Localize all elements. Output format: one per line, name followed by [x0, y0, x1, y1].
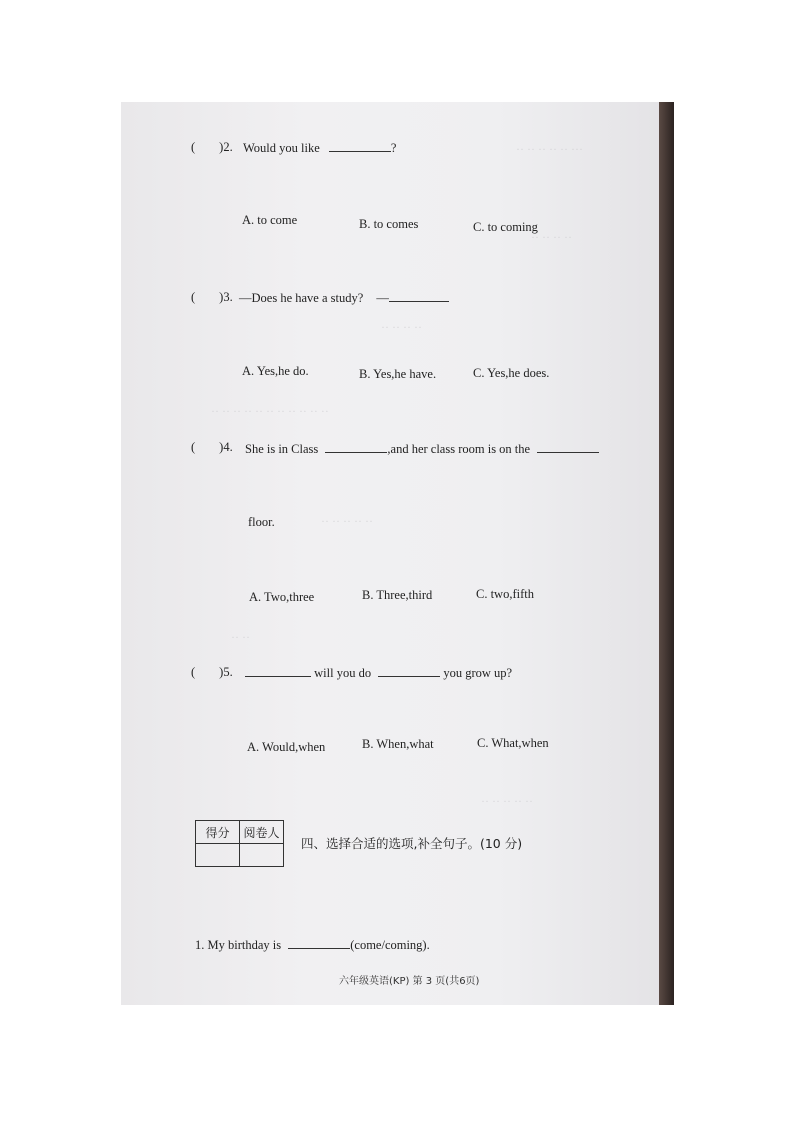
question-continuation: floor.	[248, 515, 275, 529]
bleed-through-text: ·· ·· ·· ·· ··	[321, 514, 373, 528]
answer-blank[interactable]	[537, 440, 599, 453]
option-b[interactable]: B. Three,third	[362, 588, 433, 602]
page-edge-shadow	[659, 102, 674, 1005]
answer-paren[interactable]: ( )4.	[191, 440, 233, 454]
section-4-title: 四、选择合适的选项,补全句子。(10 分)	[301, 836, 523, 851]
bleed-through-text: ·· ·· ·· ·· ··	[481, 794, 533, 808]
reply-dash: —	[376, 291, 389, 305]
answer-paren[interactable]: ( )2.	[191, 140, 233, 154]
option-c[interactable]: C. two,fifth	[476, 587, 534, 601]
score-cell[interactable]	[196, 844, 240, 867]
question-text-middle: will you do	[314, 666, 372, 680]
page-footer: 六年级英语(KP) 第 3 页(共6页)	[339, 976, 480, 987]
question-end: (come/coming).	[350, 938, 430, 952]
option-a[interactable]: A. Two,three	[249, 590, 315, 604]
answer-blank[interactable]	[325, 440, 387, 453]
section-4-item-1	[195, 936, 430, 953]
answer-blank[interactable]	[245, 664, 311, 677]
question-end: ?	[390, 141, 397, 155]
answer-paren[interactable]: ( )3.	[191, 290, 233, 304]
option-b[interactable]: B. Yes,he have.	[359, 367, 437, 381]
answer-blank[interactable]	[389, 289, 449, 302]
bleed-through-text: ·· ··	[231, 630, 250, 644]
question-text: 1. My birthday is	[195, 938, 282, 952]
option-c[interactable]: C. What,when	[477, 736, 549, 750]
option-a[interactable]: A. Would,when	[247, 740, 326, 754]
question-end: you grow up?	[443, 666, 513, 680]
answer-blank[interactable]	[329, 139, 391, 152]
option-c[interactable]: C. Yes,he does.	[473, 366, 550, 380]
bleed-through-text: ·· ·· ·· ··	[531, 230, 572, 244]
bleed-through-text: ·· ·· ·· ·· ·· ···	[516, 142, 583, 156]
exam-page	[121, 102, 659, 1005]
option-b[interactable]: B. to comes	[359, 217, 419, 231]
bleed-through-text: ·· ·· ·· ·· ·· ·· ·· ·· ·· ·· ··	[211, 404, 329, 418]
bleed-through-text: ·· ·· ·· ··	[381, 320, 422, 334]
grader-cell[interactable]	[240, 844, 284, 867]
score-header: 得分	[196, 821, 240, 844]
answer-blank[interactable]	[288, 936, 350, 949]
option-a[interactable]: A. Yes,he do.	[242, 364, 309, 378]
answer-blank[interactable]	[378, 664, 440, 677]
question-text: She is in Class	[245, 442, 319, 456]
question-text: —Does he have a study?	[239, 291, 364, 305]
grader-header: 阅卷人	[240, 821, 284, 844]
option-c[interactable]: C. to coming	[473, 220, 538, 234]
answer-paren[interactable]: ( )5.	[191, 665, 233, 679]
question-text: Would you like	[243, 141, 320, 155]
score-box	[195, 820, 284, 867]
question-text-middle: ,and her class room is on the	[387, 442, 531, 456]
option-b[interactable]: B. When,what	[362, 737, 434, 751]
option-a[interactable]: A. to come	[242, 213, 298, 227]
